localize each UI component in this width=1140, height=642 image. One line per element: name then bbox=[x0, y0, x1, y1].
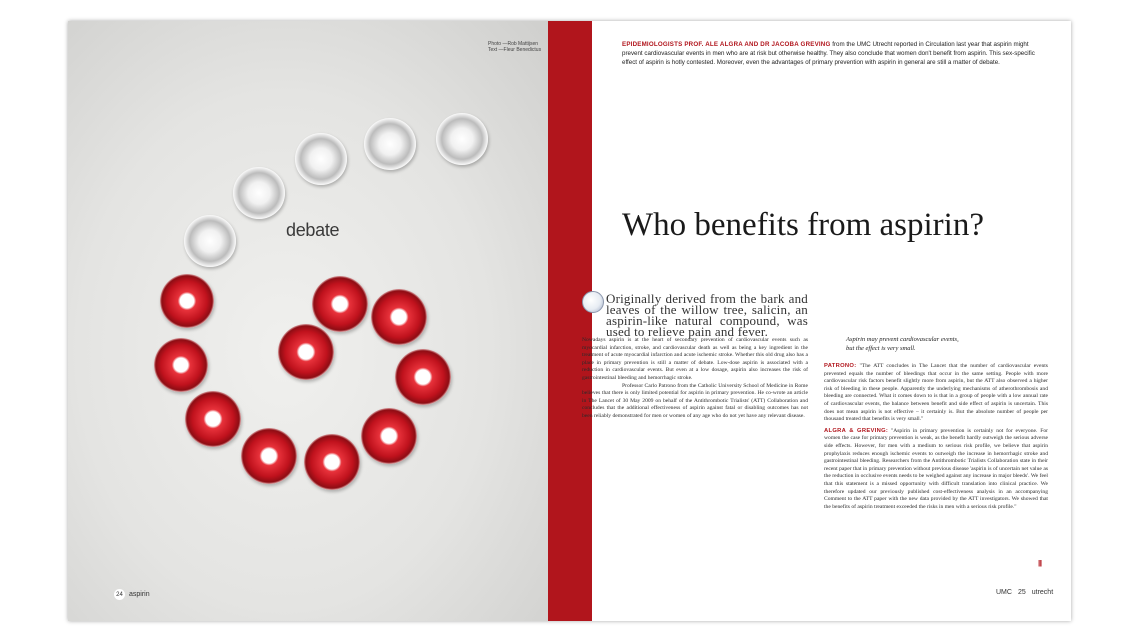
glass-red bbox=[361, 408, 417, 464]
article-headline: Who benefits from aspirin? bbox=[622, 207, 984, 243]
folio-label-utrecht: utrecht bbox=[1031, 589, 1054, 596]
glass-clear bbox=[184, 215, 236, 267]
column1-paragraph-1: Nowadays aspirin is at the heart of secondary prevention of cardiovascular events such as myocardial infarction, stroke, and cardiovascular death as well as being a key ingredient in the treatment of acute myocardial infarction and acute ischemic stroke. Whether this old drug also has a place in primary prevention is still a matter of debate. Low-dose aspirin is associated with a reduction in cardiovascular events. But even at a low dosage, aspirin also increases the risk of gastrointestinal bleeding and hemorrhagic stroke. bbox=[582, 337, 808, 381]
column1-paragraph-2: Professor Carlo Patrono from the Catholic University School of Medicine in Rome believes that there is only limited potential for aspirin in primary prevention. He co-wrote an article in The Lancet of 30 May 2009 on behalf of the Antithrombotic Trialists' (ATT) Collaboration and concludes that the additional effectiveness of aspirin against fatal or disabling outcomes has not been reliably demonstrated for men or women of any age who do not yet have any relevant disease. bbox=[582, 382, 808, 419]
intro-text: from the UMC Utrecht reported in Circulation last year that aspirin might prevent cardiovascular events in men who are at risk but otherwise healthy. They also conclude that women don't benefit from aspirin. This sex-specific effect of aspirin is hotly contested. Moreover, even the advantages of primary prevention with aspirin in general are still a matter of debate. bbox=[622, 41, 1035, 66]
glass-red bbox=[241, 428, 297, 484]
page-number-left: 24 bbox=[114, 589, 125, 600]
patrono-text: "The ATT concludes in The Lancet that the number of cardiovascular events prevented equals the number of bleedings that occur in the same setting. People with more cardiovascular risk factors benefit slightly more from aspirin, but the ATT also observed a higher risk of bleeding in these people. Apparently the underlying mechanisms of atherothrombosis and bleeding are connected. What it comes down to is that in a group of people with a low annual rate of cardiovascular events, the balance between benefit and side effect of aspirin is uncertain. This does not mean aspirin is not effective – it certainly is. But the absolute number of people per thousand treated that benefits is very small." bbox=[824, 363, 1048, 423]
pull-quote bbox=[846, 336, 1026, 353]
intro-paragraph bbox=[622, 40, 1042, 67]
glass-red bbox=[185, 391, 241, 447]
section-word: debate bbox=[286, 220, 340, 240]
glass-red bbox=[371, 289, 427, 345]
page-number-right: 25 bbox=[1017, 589, 1026, 596]
folio-right bbox=[996, 589, 1053, 596]
algra-greving-text: "Aspirin in primary prevention is certainly not for everyone. For women the case for primary prevention is weak, as the benefit hardly outweigh the serious adverse side effects. However, for men with a medium to serious risk profile, we believe that aspirin prophylaxis reduces enough ischemic events to outweigh the increase in hemorrhagic stroke and gastrointestinal bleeding. Researchers from the Antithrombotic Trialists Collaboration state in their recent paper that in primary prevention without previous disease 'aspirin is of uncertain net value as the reduction in occlusive events needs to be weighed against any increase in major bleeds'. We feel that this statement is a missed opportunity with difficult translation into clinical practice. We therefore updated our previously published cost-effectiveness analysis in an accompanying Comment to the ATT paper with the new data provided by the ATT investigators. We showed that the benefits of aspirin treatment exceeded the risks in men with a serious risk profile." bbox=[824, 427, 1048, 510]
photo-credits bbox=[488, 41, 541, 53]
glass-red bbox=[395, 349, 451, 405]
credit-photo: Photo —Rob Mattijsen bbox=[488, 41, 539, 47]
right-page-article bbox=[582, 21, 1071, 621]
patrono-paragraph bbox=[824, 363, 1048, 424]
magazine-spread bbox=[68, 21, 1071, 621]
glass-red bbox=[154, 338, 208, 392]
pull-quote-line-1: Aspirin may prevent cardiovascular events, bbox=[846, 336, 959, 343]
left-page-photo bbox=[68, 21, 548, 621]
end-mark: |||||||| bbox=[1038, 559, 1042, 567]
glass-red bbox=[312, 276, 368, 332]
folio-left bbox=[114, 589, 150, 600]
algra-greving-paragraph bbox=[824, 428, 1048, 512]
article-column-1 bbox=[582, 293, 808, 421]
pull-quote-line-2: but the effect is very small. bbox=[846, 344, 916, 352]
glass-red bbox=[304, 434, 360, 490]
article-column-2 bbox=[824, 363, 1048, 515]
intro-lead: EPIDEMIOLOGISTS PROF. ALE ALGRA AND DR JACOBA GREVING bbox=[622, 41, 831, 48]
speaker-patrono: PATRONO: bbox=[824, 363, 857, 369]
glass-red bbox=[160, 274, 214, 328]
speaker-algra-greving: ALGRA & GREVING: bbox=[824, 427, 889, 434]
lead-sentence: Originally derived from the bark and leaves of the willow tree, salicin, an aspirin-like natural compound, was used to relieve pain and fever. bbox=[606, 291, 808, 339]
glass-clear bbox=[233, 167, 285, 219]
section-label-left: aspirin bbox=[129, 591, 150, 598]
folio-label-umc: UMC bbox=[996, 589, 1012, 596]
glass-clear bbox=[364, 118, 416, 170]
glass-red bbox=[278, 324, 334, 380]
glass-clear bbox=[295, 133, 347, 185]
glass-clear bbox=[436, 113, 488, 165]
credit-text: Text —Fleur Benedictus bbox=[488, 47, 542, 53]
